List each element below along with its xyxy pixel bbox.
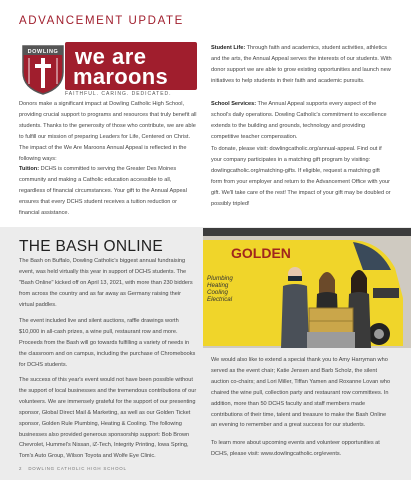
tuition-paragraph: Tuition: DCHS is committed to serving the Greater Des Moines community and making a Catholic education accessible to all, regardless of financial circumstances. Your gift to the Annual Appeal ensures that every DCHS student receives a tuition reduction or financial assistance. — [19, 166, 187, 216]
shield-label: DOWLING — [27, 49, 59, 55]
van-brand-text: GOLDEN — [231, 245, 291, 261]
footer-school-name: DOWLING CATHOLIC HIGH SCHOOL — [28, 466, 127, 471]
bash-paragraph-5: To learn more about upcoming events and volunteer opportunities at DCHS, please visit: www.dowlingcatholic.org/events. — [211, 440, 380, 457]
student-life-paragraph: Student Life: Through faith and academics, student activities, athletics and the arts, the Annual Appeal serves the interests of our students. With donor support we are able to grow existing opportunities and launch new initiatives to help students in their faith and academic pursuits. — [211, 45, 392, 84]
bash-event-photo — [203, 228, 411, 348]
bash-paragraph-1: The Bash on Buffalo, Dowling Catholic's biggest annual fundraising event, was held virtually this year in support of DCHS students. The "Bash Online" kicked off on April 13, 2021, with more than 230 bidders from across the country and as far away as Germany raising their virtual paddles. — [19, 258, 193, 308]
logo-tagline: FAITHFUL. CARING. DEDICATED. — [65, 91, 172, 97]
logo-line-1: we are — [75, 44, 147, 69]
bash-paragraph-2: The event included live and silent auctions, raffle drawings worth $10,000 in all-cash prizes, a wine pull, restaurant row and more. Proceeds from the Bash will go towards fulfilling a variety of needs in the classroom and on campus, including the purchase of Chromebooks for DCHS students. — [19, 318, 196, 368]
raffle-drum — [307, 308, 355, 348]
van-word-4: Electrical — [207, 296, 233, 303]
bash-paragraph-4: We would also like to extend a special thank you to Amy Harryman who served as the event chair; Katie Jensen and Barb Scholz, the silent auction co-chairs; and Lori Miller, Tiffan Yamen and Roxanne Lovan who chaired the wine pull, collection party and restaurant row committees. In addition, more than 50 DCHS faculty and staff members made contributions of their time, talent and treasure to make the Bash Online an evening to remember and a great success for our students. — [211, 357, 391, 429]
bash-section-title: THE BASH ONLINE — [19, 238, 164, 255]
van-word-2: Heating — [207, 282, 229, 289]
van-word-3: Cooling — [207, 289, 228, 296]
bash-paragraph-3: The success of this year's event would not have been possible without the support of local businesses and the tremendous contributions of our volunteers. We are immensely grateful for the support of our presenting sponsor, Global Direct Mail & Marketing, as well as our Golden Ticket sponsor, Golden Rule Plumbing, Heating & Cooling. The following businesses also provided generous sponsorship support: Bob Brown Chevrolet, Hummel's Nissan, iZ-Tech, Integrity Printing, Iowa Spring, Tom's Auto Group, Wilson Toyota and Wolfe Eye Clinic. — [19, 377, 197, 460]
dowling-shield-icon — [19, 42, 67, 96]
page-number: 2 — [19, 466, 23, 471]
van-word-1: Plumbing — [207, 275, 233, 282]
donate-paragraph: To donate, please visit: dowlingcatholic.org/annual-appeal. Find out if your company participates in a matching gift program by visiting: dowlingcatholic.org/matching-gifts. If eligible, request a matching gift form from your employer and return to the Advancement Office with your gift. We'll take care of the rest! The impact of your gift may be doubled or possibly tripled! — [211, 146, 391, 207]
we-are-maroons-logo — [19, 38, 197, 100]
maroons-banner — [65, 42, 197, 90]
van-photo-illustration — [203, 228, 411, 348]
page-footer — [19, 466, 127, 471]
section-title-advancement-update: ADVANCEMENT UPDATE — [19, 15, 184, 27]
logo-line-2: maroons — [73, 64, 169, 89]
intro-paragraph: Donors make a significant impact at Dowling Catholic High School, providing crucial support to programs and resources that truly benefit all students. Thanks to the generosity of those who contribute, we are able to fulfill our mission of preparing Leaders for Life, Centered on Christ. The impact of the We Are Maroons Annual Appeal is reflected in the following ways: — [19, 101, 197, 162]
school-services-paragraph: School Services: The Annual Appeal supports every aspect of the school's daily operations. Dowling Catholic's commitment to excellence extends to the building and grounds, technology and providing competitive teacher compensation. — [211, 101, 387, 140]
